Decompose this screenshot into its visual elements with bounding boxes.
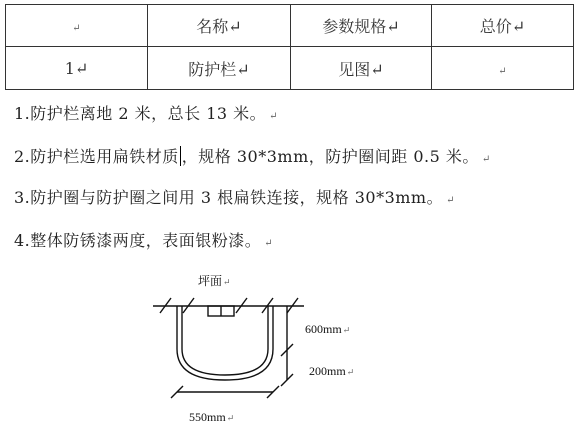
- label-200mm: 200mm↵: [309, 364, 355, 378]
- paragraph-3[interactable]: 3.防护圈与防护圈之间用 3 根扁铁连接，规格 30*3mm。 ↵: [14, 188, 455, 207]
- cell-name[interactable]: 防护栏↵: [148, 47, 291, 90]
- paragraph-mark: ↵: [264, 238, 274, 249]
- cell-index[interactable]: 1↵: [6, 47, 148, 90]
- paragraph-2[interactable]: 2.防护栏选用扁铁材质 ，规格 30*3mm，防护圈间距 0.5 米。 ↵: [14, 147, 491, 166]
- header-cell-total[interactable]: 总价↵: [432, 5, 574, 47]
- paragraph-mark: ↵: [481, 154, 491, 165]
- label-550mm: 550mm↵: [189, 410, 235, 424]
- label-ground: 坪面↵: [198, 274, 231, 288]
- paragraph-mark: ↵: [269, 111, 279, 122]
- header-cell-index[interactable]: ↵: [6, 5, 148, 47]
- cell-total[interactable]: ↵: [432, 47, 574, 90]
- paragraph-4[interactable]: 4.整体防锈漆两度，表面银粉漆。 ↵: [14, 231, 274, 250]
- header-cell-name[interactable]: 名称↵: [148, 5, 291, 47]
- paragraph-1[interactable]: 1.防护栏离地 2 米，总长 13 米。 ↵: [14, 104, 279, 123]
- cell-spec[interactable]: 见图↵: [291, 47, 432, 90]
- header-cell-spec[interactable]: 参数规格↵: [291, 5, 432, 47]
- label-600mm: 600mm↵: [305, 322, 351, 336]
- outer-hoop: [177, 306, 273, 380]
- paragraph-mark: ↵: [446, 195, 455, 206]
